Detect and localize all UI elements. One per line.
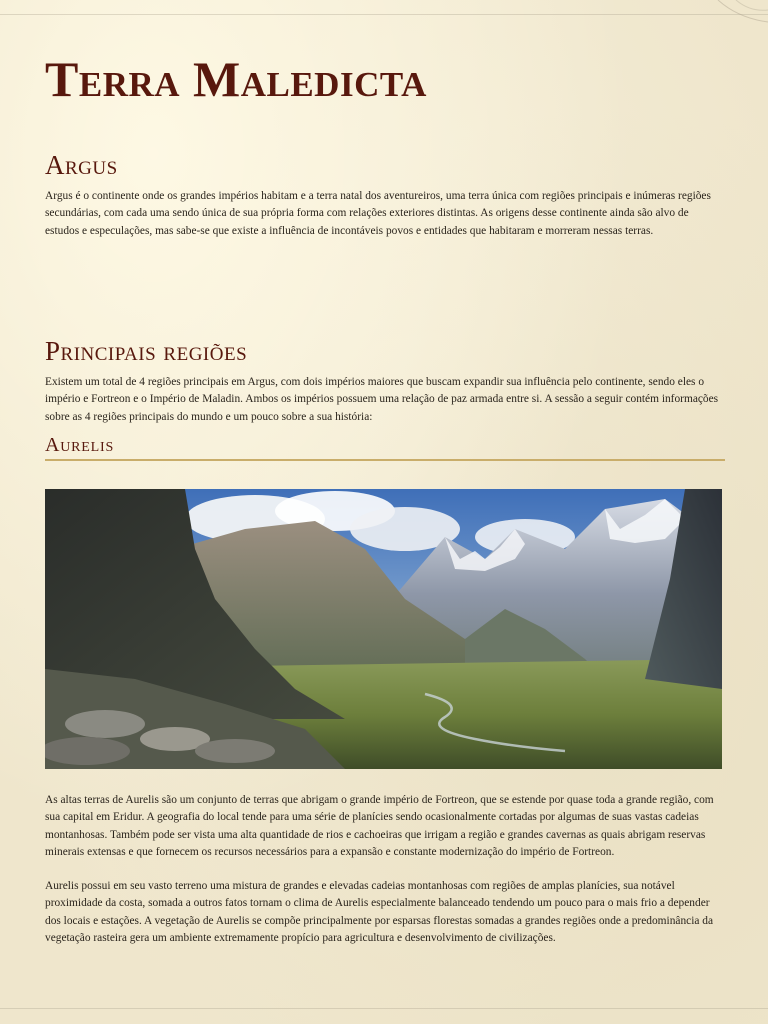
- section-heading-principais-regioes: Principais regiões: [45, 336, 248, 366]
- heading-underline: [45, 459, 725, 461]
- aurelis-landscape-illustration: [45, 489, 722, 769]
- argus-paragraph: Argus é o continente onde os grandes impérios habitam e a terra natal dos aventureiros, uma terra única com regiões principais e inúmeras regiões secundárias, com cada uma sendo única de sua própria forma com relações exteriores distintas. As origens desse continente ainda são alvo de estudos e especulações, mas sabe-se que existe a influência de incontáveis povos e entidades que habitaram e morreram nessas terras.: [45, 190, 711, 237]
- bottom-frame-line: [0, 1008, 768, 1009]
- aurelis-paragraph-2: Aurelis possui em seu vasto terreno uma mistura de grandes e elevadas cadeias montanhosas com regiões de amplas planícies, sua notável proximidade da costa, somada a outros fatos tornam o clima de Aurelis especialmente balanceado tendendo um pouco para o mais frio a depender dos locais e estações. A vegetação de Aurelis se compõe principalmente por esparsas florestas somadas a grandes regiões onde a predominância da vegetação rasteira gera um ambiente extremamente propício para agricultura e desenvolvimento de civilizações.: [45, 880, 714, 944]
- subsection-heading-aurelis: Aurelis: [45, 434, 115, 456]
- regions-paragraph: Existem um total de 4 regiões principais em Argus, com dois impérios maiores que buscam expandir sua influência pelo continente, sendo eles o império e Fortreon e o Império de Maladin. Ambos os impérios possuem uma relação de paz armada entre si. A sessão a seguir contém informações sobre as 4 regiões principais do mundo e um pouco sobre a sua história:: [45, 376, 719, 423]
- aurelis-paragraph-1: As altas terras de Aurelis são um conjunto de terras que abrigam o grande império de Fortreon, que se estende por quase toda a grande região, com sua capital em Eridur. A geografia do local tende para uma série de planícies sendo ocasionalmente cortadas por algumas de suas vastas cadeias montanhosas. Também pode ser vista uma alta quantidade de rios e cachoeiras que irrigam a região e grandes cavernas as quais abrigam reservas minerais extensas e que fornecem os recursos necessários para a expansão e constante modernização do império de Fortreon.: [45, 794, 714, 858]
- corner-ornament-icon: [708, 0, 768, 40]
- top-frame-line: [0, 14, 768, 15]
- section-heading-argus: Argus: [45, 150, 118, 180]
- page-title: Terra Maledicta: [45, 51, 427, 107]
